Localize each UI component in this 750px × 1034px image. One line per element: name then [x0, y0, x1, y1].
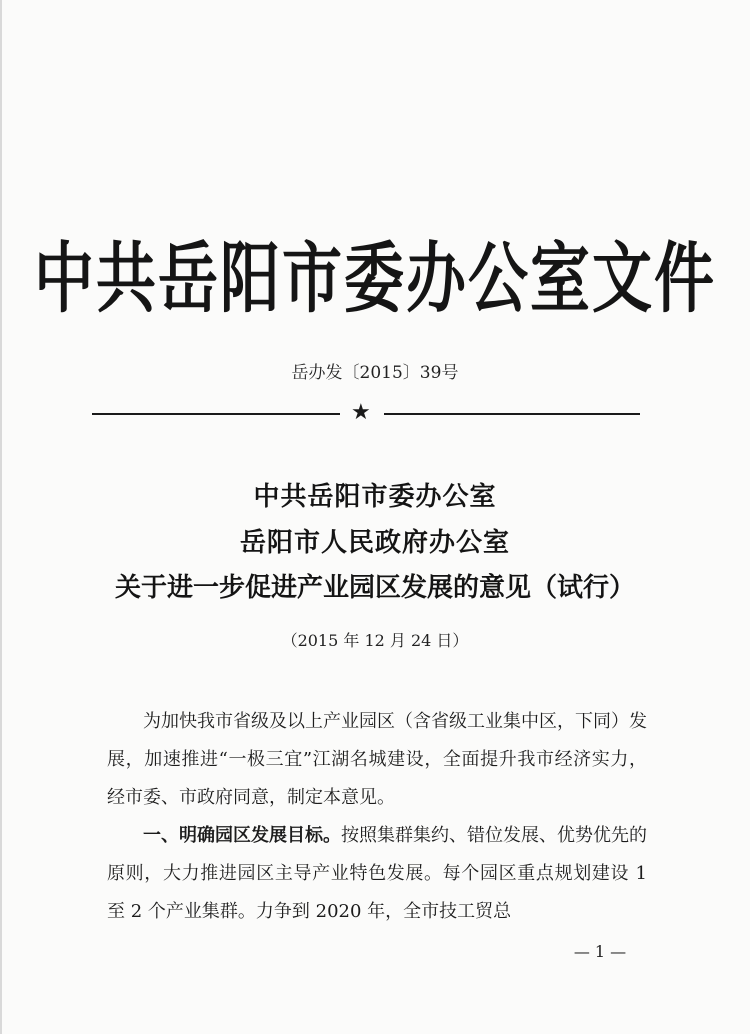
issuer-line-1: 中共岳阳市委办公室 — [253, 482, 497, 512]
divider-line-right — [384, 413, 640, 415]
body-paragraph-1: 为加快我市省级及以上产业园区（含省级工业集中区，下同）发展，加速推进“一极三宜”江湖名城建设，全面提升我市经济实力，经市委、市政府同意，制定本意见。 — [107, 711, 647, 808]
document-number: 岳办发〔2015〕39号 — [291, 363, 459, 383]
document-date: （2015 年 12 月 24 日） — [281, 631, 469, 650]
section-text: 按照集群集约、错位发展、优势优先的原则，大力推进园区主导产业特色发展。每个园区重点规划建设 1 至 2 个产业集群。力争到 2020 年，全市技工贸总 — [107, 825, 647, 922]
header-divider — [92, 402, 640, 426]
page-number: — 1 — — [573, 942, 627, 961]
scan-edge — [0, 0, 2, 1034]
issuer-line-2: 岳阳市人民政府办公室 — [239, 528, 510, 558]
body-paragraph-2 — [107, 817, 647, 931]
document-body — [107, 703, 647, 931]
document-subject-title: 关于进一步促进产业园区发展的意见（试行） — [114, 573, 635, 603]
section-heading: 一、明确园区发展目标。 — [143, 825, 341, 846]
divider-line-left — [92, 413, 340, 415]
star-icon: ★ — [351, 400, 371, 425]
document-header-title: 中共岳阳市委办公室文件 — [34, 234, 716, 325]
